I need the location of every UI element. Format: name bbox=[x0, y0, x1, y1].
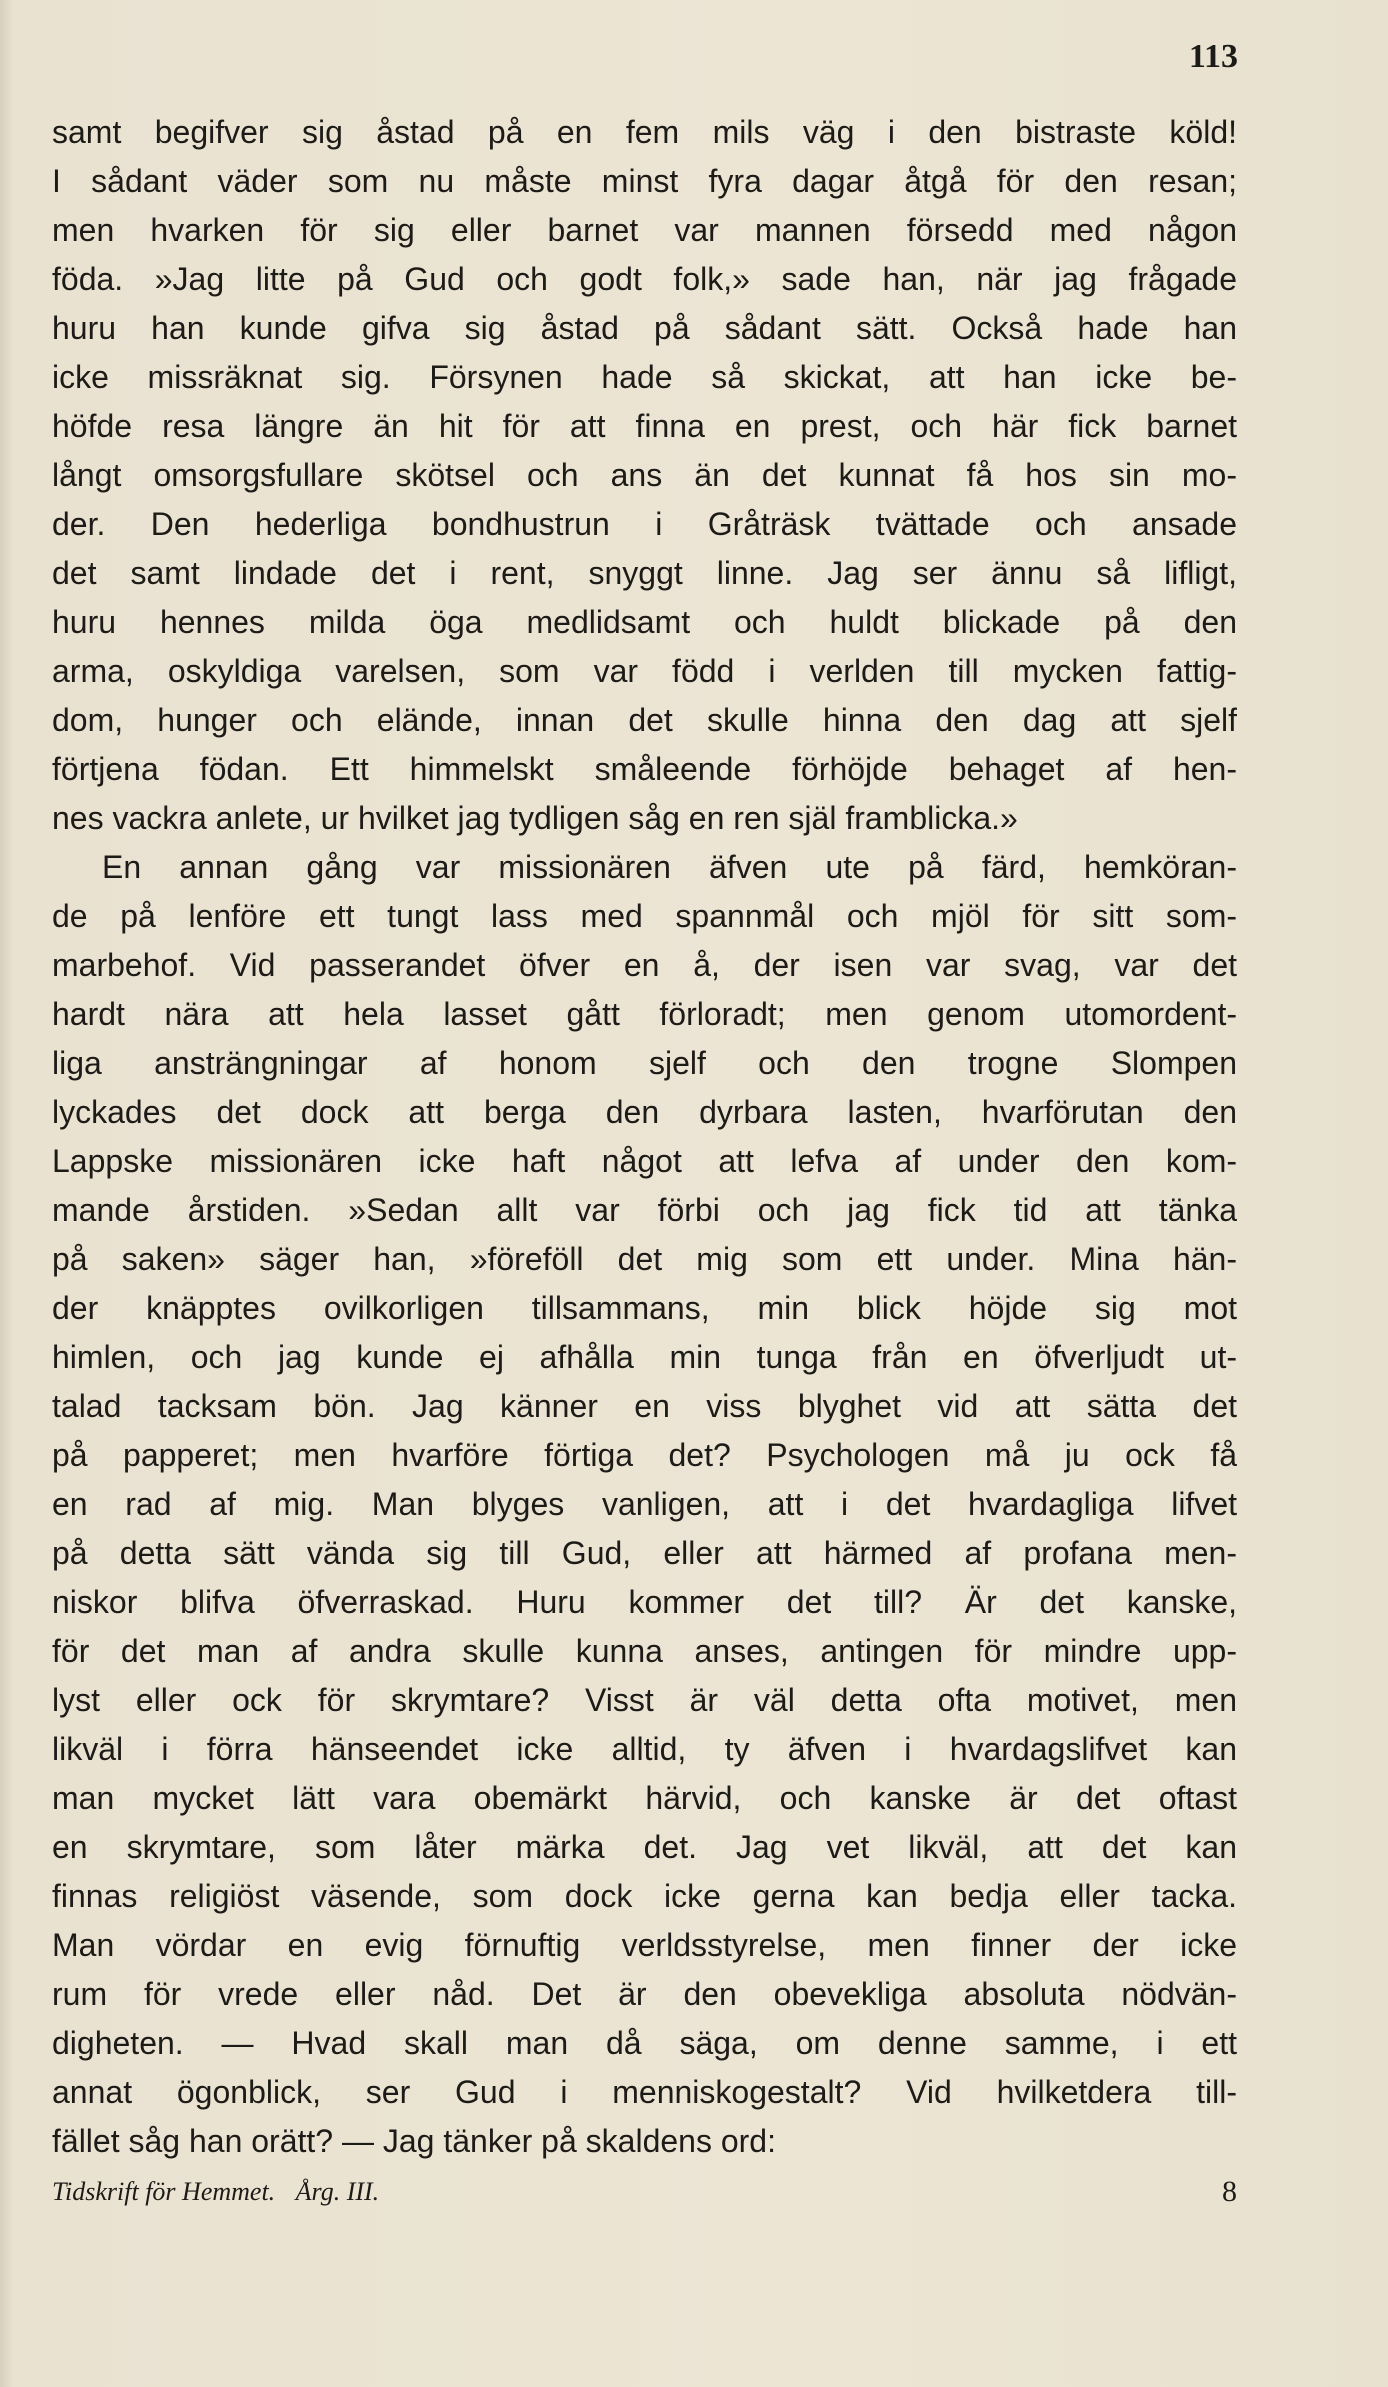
text-line: hardt nära att hela lasset gått förloradt; men genom utomordent- bbox=[52, 996, 1237, 1032]
text-line: man mycket lätt vara obemärkt härvid, och kanske är det oftast bbox=[52, 1780, 1237, 1816]
text-line: marbehof. Vid passerandet öfver en å, der isen var svag, var det bbox=[52, 947, 1237, 983]
text-line: en rad af mig. Man blyges vanligen, att i det hvardagliga lifvet bbox=[52, 1486, 1237, 1522]
text-line: det samt lindade det i rent, snyggt linne. Jag ser ännu så lifligt, bbox=[52, 555, 1237, 591]
text-line: på saken» säger han, »föreföll det mig som ett under. Mina hän- bbox=[52, 1241, 1237, 1277]
text-line: der knäpptes ovilkorligen tillsammans, min blick höjde sig mot bbox=[52, 1290, 1237, 1326]
text-line: nes vackra anlete, ur hvilket jag tydligen såg en ren själ framblicka.» bbox=[52, 800, 1018, 836]
text-line: En annan gång var missionären äfven ute på färd, hemköran- bbox=[102, 849, 1237, 885]
text-line: Lappske missionären icke haft något att lefva af under den kom- bbox=[52, 1143, 1237, 1179]
text-line: himlen, och jag kunde ej afhålla min tunga från en öfverljudt ut- bbox=[52, 1339, 1237, 1375]
text-line: digheten. — Hvad skall man då säga, om denne samme, i ett bbox=[52, 2025, 1237, 2061]
text-line: huru hennes milda öga medlidsamt och huldt blickade på den bbox=[52, 604, 1237, 640]
footer-volume: Årg. III. bbox=[295, 2177, 380, 2206]
text-line: der. Den hederliga bondhustrun i Gråträsk tvättade och ansade bbox=[52, 506, 1237, 542]
text-line: mande årstiden. »Sedan allt var förbi och jag fick tid att tänka bbox=[52, 1192, 1237, 1228]
text-line: rum för vrede eller nåd. Det är den obevekliga absoluta nödvän- bbox=[52, 1976, 1237, 2012]
text-line: huru han kunde gifva sig åstad på sådant sätt. Också hade han bbox=[52, 310, 1237, 346]
text-line: Man vördar en evig förnuftig verldsstyrelse, men finner der icke bbox=[52, 1927, 1237, 1963]
text-line: långt omsorgsfullare skötsel och ans än det kunnat få hos sin mo- bbox=[52, 457, 1237, 493]
text-line: för det man af andra skulle kunna anses, antingen för mindre upp- bbox=[52, 1633, 1237, 1669]
text-line: niskor blifva öfverraskad. Huru kommer det till? Är det kanske, bbox=[52, 1584, 1237, 1620]
text-line: arma, oskyldiga varelsen, som var född i verlden till mycken fattig- bbox=[52, 653, 1237, 689]
text-line: likväl i förra hänseendet icke alltid, ty äfven i hvardagslifvet kan bbox=[52, 1731, 1237, 1767]
body-text bbox=[52, 108, 1237, 2166]
page-footer bbox=[52, 2172, 1237, 2212]
text-line: på papperet; men hvarföre förtiga det? Psychologen må ju ock få bbox=[52, 1437, 1237, 1473]
text-line: finnas religiöst väsende, som dock icke gerna kan bedja eller tacka. bbox=[52, 1878, 1237, 1914]
text-line: annat ögonblick, ser Gud i menniskogestalt? Vid hvilketdera till- bbox=[52, 2074, 1237, 2110]
text-line: höfde resa längre än hit för att finna en prest, och här fick barnet bbox=[52, 408, 1237, 444]
text-line: förtjena födan. Ett himmelskt småleende förhöjde behaget af hen- bbox=[52, 751, 1237, 787]
text-line: men hvarken för sig eller barnet var mannen försedd med någon bbox=[52, 212, 1237, 248]
text-line: liga ansträngningar af honom sjelf och den trogne Slompen bbox=[52, 1045, 1237, 1081]
footer-signature: 8 bbox=[1222, 2175, 1237, 2208]
text-line: en skrymtare, som låter märka det. Jag vet likväl, att det kan bbox=[52, 1829, 1237, 1865]
text-line: på detta sätt vända sig till Gud, eller att härmed af profana men- bbox=[52, 1535, 1237, 1571]
text-line: talad tacksam bön. Jag känner en viss blyghet vid att sätta det bbox=[52, 1388, 1237, 1424]
text-line: de på lenföre ett tungt lass med spannmål och mjöl för sitt som- bbox=[52, 898, 1237, 934]
text-line: samt begifver sig åstad på en fem mils väg i den bistraste köld! bbox=[52, 114, 1237, 150]
footer-journal-title: Tidskrift för Hemmet. bbox=[52, 2177, 276, 2206]
text-line: dom, hunger och elände, innan det skulle hinna den dag att sjelf bbox=[52, 702, 1237, 738]
text-line: föda. »Jag litte på Gud och godt folk,» sade han, när jag frågade bbox=[52, 261, 1237, 297]
text-line: icke missräknat sig. Försynen hade så skickat, att han icke be- bbox=[52, 359, 1237, 395]
text-line: lyst eller ock för skrymtare? Visst är väl detta ofta motivet, men bbox=[52, 1682, 1237, 1718]
page-number: 113 bbox=[1188, 38, 1238, 75]
text-line: lyckades det dock att berga den dyrbara lasten, hvarförutan den bbox=[52, 1094, 1237, 1130]
text-line: fället såg han orätt? — Jag tänker på skaldens ord: bbox=[52, 2123, 776, 2159]
text-line: I sådant väder som nu måste minst fyra dagar åtgå för den resan; bbox=[52, 163, 1237, 199]
